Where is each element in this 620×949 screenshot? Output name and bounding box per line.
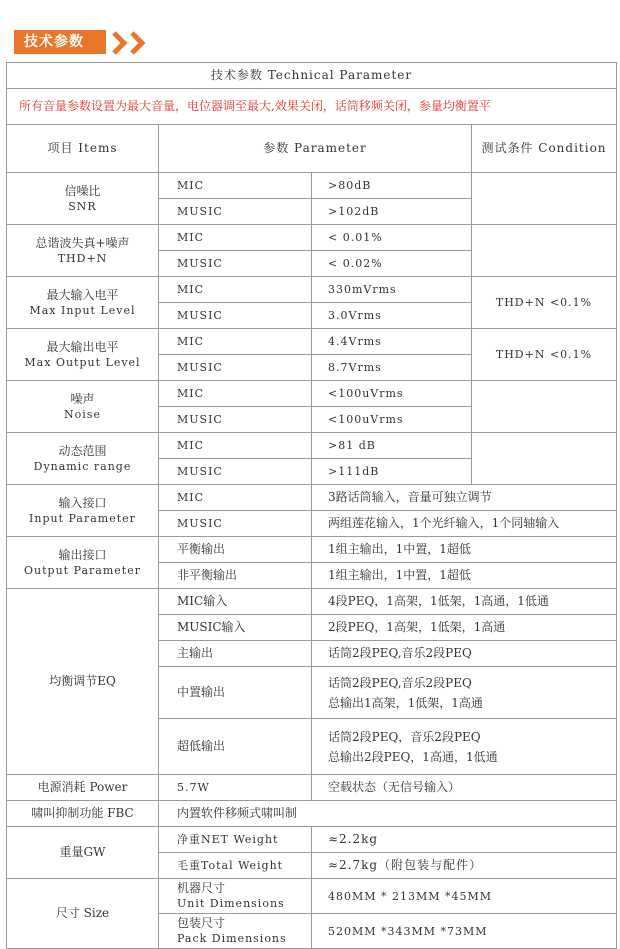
param-value: 话筒2段PEQ,音乐2段PEQ: [312, 641, 617, 667]
sub-label: MIC: [159, 277, 312, 303]
sub-label-zh: 机器尺寸: [177, 881, 226, 895]
item-output: [7, 537, 159, 589]
table-row: [7, 827, 617, 853]
item-eq: 均衡调节EQ: [7, 589, 159, 775]
sub-label: [159, 914, 312, 949]
item-en: Noise: [64, 407, 101, 421]
param-value: 1组主输出，1中置，1超低: [312, 537, 617, 563]
column-header-items: 项目 Items: [7, 125, 159, 173]
table-title-row: [7, 63, 617, 89]
condition-cell: THD+N <0.1%: [472, 277, 617, 329]
sub-label: MUSIC: [159, 251, 312, 277]
table-row: [7, 381, 617, 407]
table-row: [7, 589, 617, 615]
item-zh: 信噪比: [64, 183, 101, 198]
param-value: <100uVrms: [312, 381, 472, 407]
param-value: 480MM * 213MM *45MM: [312, 879, 617, 914]
param-line: 话筒2段PEQ,音乐2段PEQ: [328, 675, 472, 690]
table-row: [7, 277, 617, 303]
item-fbc: 啸叫抑制功能 FBC: [7, 801, 159, 827]
item-zh: 最大输入电平: [46, 287, 119, 302]
sub-label: MIC: [159, 381, 312, 407]
item-thd: [7, 225, 159, 277]
notice-text: 所有音量参数设置为最大音量，电位器调至最大,效果关闭，话筒移频关闭，参量均衡置平: [7, 89, 617, 125]
item-en: Output Parameter: [24, 563, 141, 577]
sub-label: MIC: [159, 329, 312, 355]
sub-label: MIC: [159, 173, 312, 199]
sub-label: MIC: [159, 485, 312, 511]
param-value: 520MM *343MM *73MM: [312, 914, 617, 949]
param-value: [312, 667, 617, 719]
sub-label: 平衡输出: [159, 537, 312, 563]
sub-label: MUSIC: [159, 511, 312, 537]
item-size: 尺寸 Size: [7, 879, 159, 949]
param-value: [312, 719, 617, 775]
item-en: Dynamic range: [33, 459, 132, 473]
table-row: [7, 225, 617, 251]
param-line: 话筒2段PEQ，音乐2段PEQ: [328, 729, 481, 744]
column-header-condition: 测试条件 Condition: [472, 125, 617, 173]
param-value: 330mVrms: [312, 277, 472, 303]
table-row: [7, 775, 617, 801]
sub-label: MIC: [159, 433, 312, 459]
param-value: < 0.02%: [312, 251, 472, 277]
condition-cell: [472, 381, 617, 433]
param-value: >81 dB: [312, 433, 472, 459]
param-value: 3路话筒输入，音量可独立调节: [312, 485, 617, 511]
param-value: 5.7W: [159, 775, 312, 801]
sub-label: MUSIC: [159, 407, 312, 433]
table-row: [7, 537, 617, 563]
sub-label: 毛重Total Weight: [159, 853, 312, 879]
param-line: 总输出2段PEQ，1高通，1低通: [328, 749, 498, 764]
param-value: 4.4Vrms: [312, 329, 472, 355]
notice-row: [7, 89, 617, 125]
sub-label: 净重NET Weight: [159, 827, 312, 853]
spec-table: [6, 62, 617, 949]
sub-label-en: Pack Dimensions: [177, 932, 287, 945]
table-row: [7, 801, 617, 827]
item-en: Max Output Level: [24, 355, 141, 369]
table-row: [7, 433, 617, 459]
param-line: 总输出1高架，1低架，1高通: [328, 695, 483, 710]
item-power: 电源消耗 Power: [7, 775, 159, 801]
condition-cell: [472, 173, 617, 225]
item-en: Input Parameter: [29, 511, 136, 525]
item-zh: 最大输出电平: [46, 339, 119, 354]
item-zh: 噪声: [70, 391, 95, 406]
item-snr: [7, 173, 159, 225]
column-header-parameter: 参数 Parameter: [159, 125, 472, 173]
sub-label: MIC: [159, 225, 312, 251]
param-value: <100uVrms: [312, 407, 472, 433]
param-value: >111dB: [312, 459, 472, 485]
item-input: [7, 485, 159, 537]
sub-label: MUSIC: [159, 459, 312, 485]
sub-label: MUSIC输入: [159, 615, 312, 641]
param-value: 两组莲花输入，1个光纤输入，1个同轴输入: [312, 511, 617, 537]
param-value: >102dB: [312, 199, 472, 225]
param-value: 内置软件移频式啸叫制: [159, 801, 617, 827]
item-dynamic-range: [7, 433, 159, 485]
sub-label: MUSIC: [159, 303, 312, 329]
param-value: 1组主输出，1中置，1超低: [312, 563, 617, 589]
item-zh: 总谐波失真+噪声: [35, 235, 130, 250]
table-row: [7, 485, 617, 511]
item-max-output: [7, 329, 159, 381]
param-value: 8.7Vrms: [312, 355, 472, 381]
param-value: 2段PEQ，1高架，1低架，1高通: [312, 615, 617, 641]
section-title-badge: 技术参数: [14, 30, 106, 54]
sub-label: 超低输出: [159, 719, 312, 775]
table-row: [7, 173, 617, 199]
sub-label: MUSIC: [159, 355, 312, 381]
item-weight: 重量GW: [7, 827, 159, 879]
table-row: [7, 879, 617, 914]
condition-cell: THD+N <0.1%: [472, 329, 617, 381]
param-value: >80dB: [312, 173, 472, 199]
condition-cell: [472, 433, 617, 485]
item-zh: 输出接口: [58, 547, 107, 562]
sub-label: [159, 879, 312, 914]
item-max-input: [7, 277, 159, 329]
sub-label-en: Unit Dimensions: [177, 897, 285, 910]
table-row: [7, 329, 617, 355]
sub-label: 主输出: [159, 641, 312, 667]
param-value: 4段PEQ，1高架，1低架，1高通，1低通: [312, 589, 617, 615]
param-value: 3.0Vrms: [312, 303, 472, 329]
param-value: < 0.01%: [312, 225, 472, 251]
condition-cell: [472, 225, 617, 277]
column-header-row: [7, 125, 617, 173]
sub-label: 中置输出: [159, 667, 312, 719]
item-noise: [7, 381, 159, 433]
param-value: ≈2.7kg（附包装与配件）: [312, 853, 617, 879]
sub-label: 非平衡输出: [159, 563, 312, 589]
item-en: SNR: [68, 199, 97, 213]
item-zh: 动态范围: [58, 443, 107, 458]
item-en: Max Input Level: [29, 303, 136, 317]
table-title: 技术参数 Technical Parameter: [7, 63, 617, 89]
param-note: 空载状态（无信号输入）: [312, 775, 617, 801]
chevron-right-icon: [126, 30, 152, 56]
item-en: THD+N: [57, 251, 108, 265]
sub-label: MIC输入: [159, 589, 312, 615]
item-zh: 输入接口: [58, 495, 107, 510]
sub-label-zh: 包装尺寸: [177, 916, 226, 930]
sub-label: MUSIC: [159, 199, 312, 225]
param-value: ≈2.2kg: [312, 827, 617, 853]
